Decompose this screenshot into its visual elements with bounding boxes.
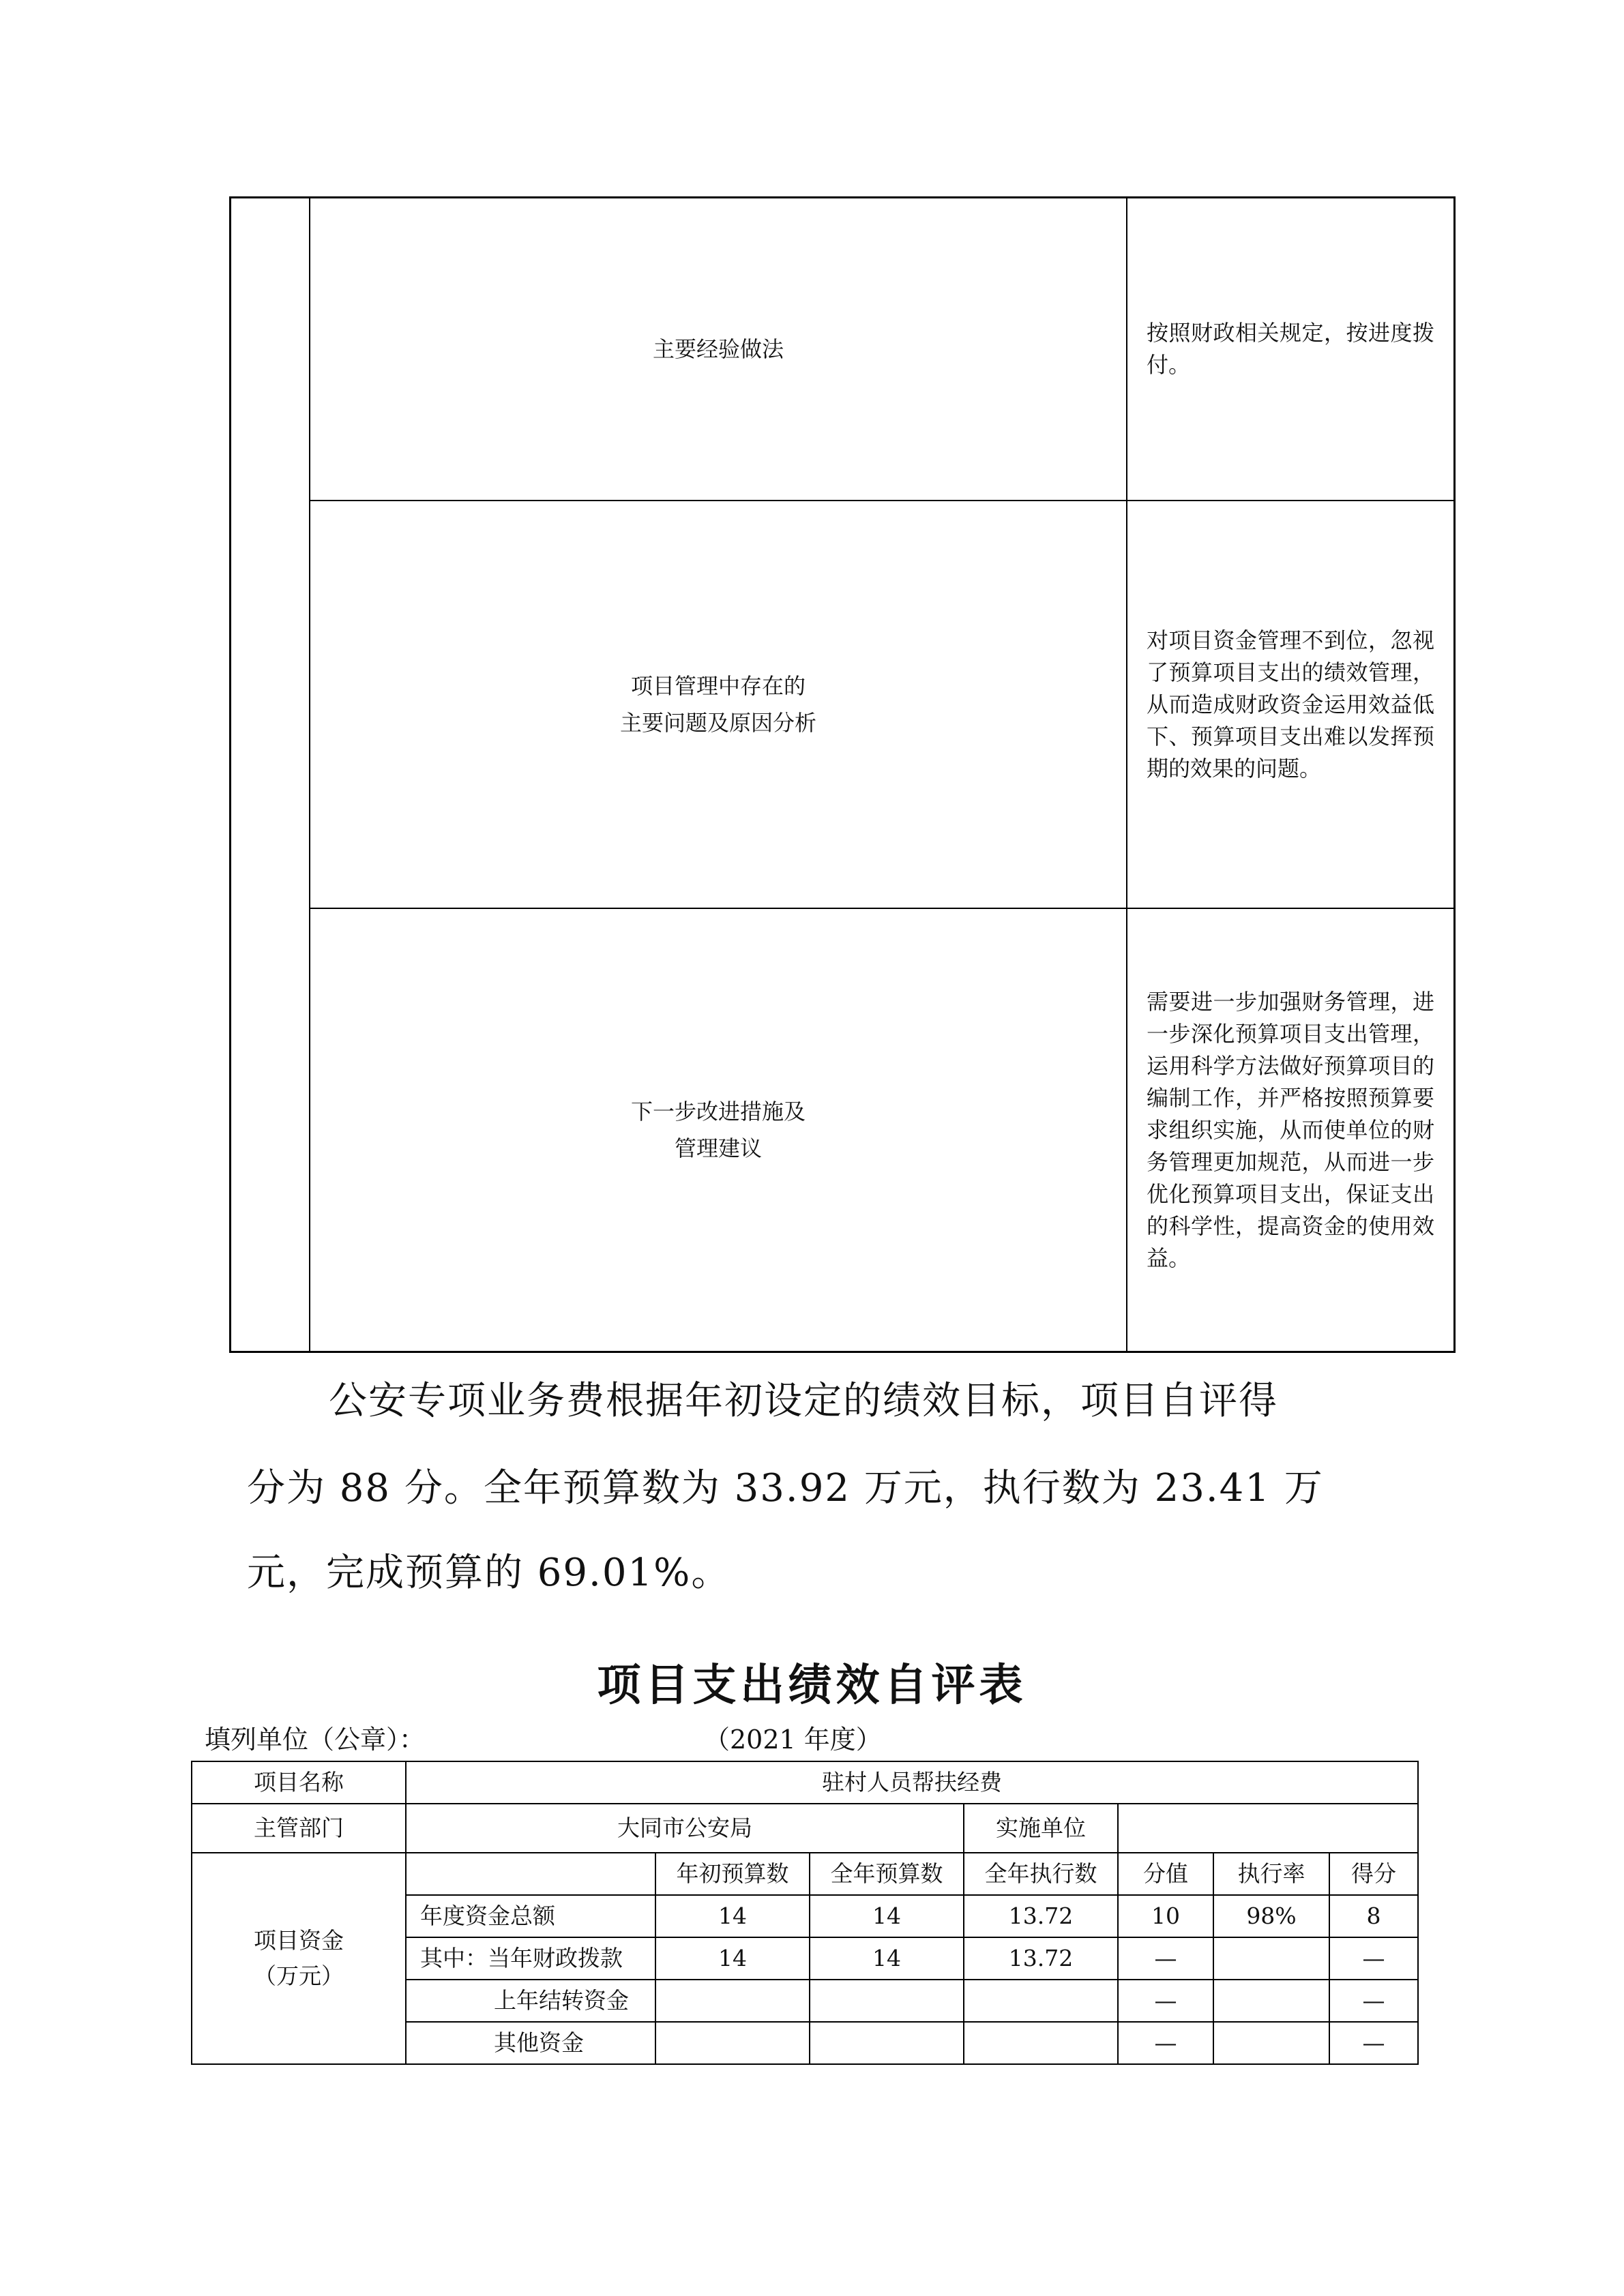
cell-rate [1213, 1980, 1329, 2022]
impl-value [1118, 1804, 1418, 1853]
cell-annual: 14 [810, 1937, 964, 1980]
table-row [192, 1804, 1418, 1853]
top-table [229, 196, 1456, 1353]
impl-label: 实施单位 [964, 1804, 1118, 1853]
funds-label: 项目资金 （万元） [192, 1853, 406, 2064]
cell-executed: 13.72 [964, 1937, 1118, 1980]
cell-rate: 98% [1213, 1895, 1329, 1937]
cell-initial: 14 [655, 1937, 810, 1980]
summary-line-2: 分为 88 分。全年预算数为 33.92 万元，执行数为 23.41 万 [247, 1466, 1324, 1510]
cell-executed [964, 2022, 1118, 2064]
problems-content: 对项目资金管理不到位，忽视了预算项目支出的绩效管理，从而造成财政资金运用效益低下、预算项目支出难以发挥预期的效果的问题。 [1147, 627, 1434, 781]
improvement-label: 下一步改进措施及 管理建议 [630, 1099, 806, 1161]
cell-score: — [1329, 1980, 1418, 2022]
project-name: 驻村人员帮扶经费 [406, 1761, 1418, 1804]
cell-score: — [1329, 1937, 1418, 1980]
year-label: （2021 年度） [704, 1725, 882, 1755]
header-score: 得分 [1329, 1853, 1418, 1895]
cell-initial [655, 1980, 810, 2022]
cell-rate [1213, 1937, 1329, 1980]
table-row [192, 1761, 1418, 1804]
table-row [192, 1853, 1418, 1895]
header-blank [406, 1853, 655, 1895]
header-executed: 全年执行数 [964, 1853, 1118, 1895]
cell-executed: 13.72 [964, 1895, 1118, 1937]
cell-annual [810, 2022, 964, 2064]
summary-line-1: 公安专项业务费根据年初设定的绩效目标，项目自评得 [329, 1379, 1278, 1423]
cell-score: — [1329, 2022, 1418, 2064]
header-score-value: 分值 [1118, 1853, 1213, 1895]
header-initial: 年初预算数 [655, 1853, 810, 1895]
row-label: 其中：当年财政拨款 [406, 1937, 655, 1980]
dept-value: 大同市公安局 [406, 1804, 964, 1853]
row-label: 上年结转资金 [406, 1980, 655, 2022]
header-annual: 全年预算数 [810, 1853, 964, 1895]
experience-label: 主要经验做法 [652, 336, 784, 362]
dept-label: 主管部门 [192, 1804, 406, 1853]
cell-score-value: — [1118, 2022, 1213, 2064]
unit-label: 填列单位（公章）： [205, 1725, 426, 1755]
experience-content: 按照财政相关规定，按进度拨付。 [1147, 320, 1434, 378]
row-label: 其他资金 [406, 2022, 655, 2064]
cell-initial [655, 2022, 810, 2064]
cell-annual: 14 [810, 1895, 964, 1937]
cell-score-value: 10 [1118, 1895, 1213, 1937]
summary-line-3: 元，完成预算的 69.01%。 [247, 1551, 731, 1595]
cell-initial: 14 [655, 1895, 810, 1937]
improvement-content: 需要进一步加强财务管理，进一步深化预算项目支出管理，运用科学方法做好预算项目的编制工作，并严格按照预算要求组织实施，从而使单位的财务管理更加规范，从而进一步优化预算项目支出，保证支出的科学性，提高资金的使用效益。 [1147, 988, 1434, 1271]
problems-label: 项目管理中存在的 主要问题及原因分析 [619, 673, 816, 736]
cell-score: 8 [1329, 1895, 1418, 1937]
table-title: 项目支出绩效自评表 [597, 1660, 1027, 1711]
project-name-label: 项目名称 [192, 1761, 406, 1804]
cell-score-value: — [1118, 1980, 1213, 2022]
cell-rate [1213, 2022, 1329, 2064]
row-label: 年度资金总额 [406, 1895, 655, 1937]
header-rate: 执行率 [1213, 1853, 1329, 1895]
cell-score-value: — [1118, 1937, 1213, 1980]
cell-annual [810, 1980, 964, 2022]
cell-executed [964, 1980, 1118, 2022]
evaluation-table [191, 1761, 1419, 2065]
